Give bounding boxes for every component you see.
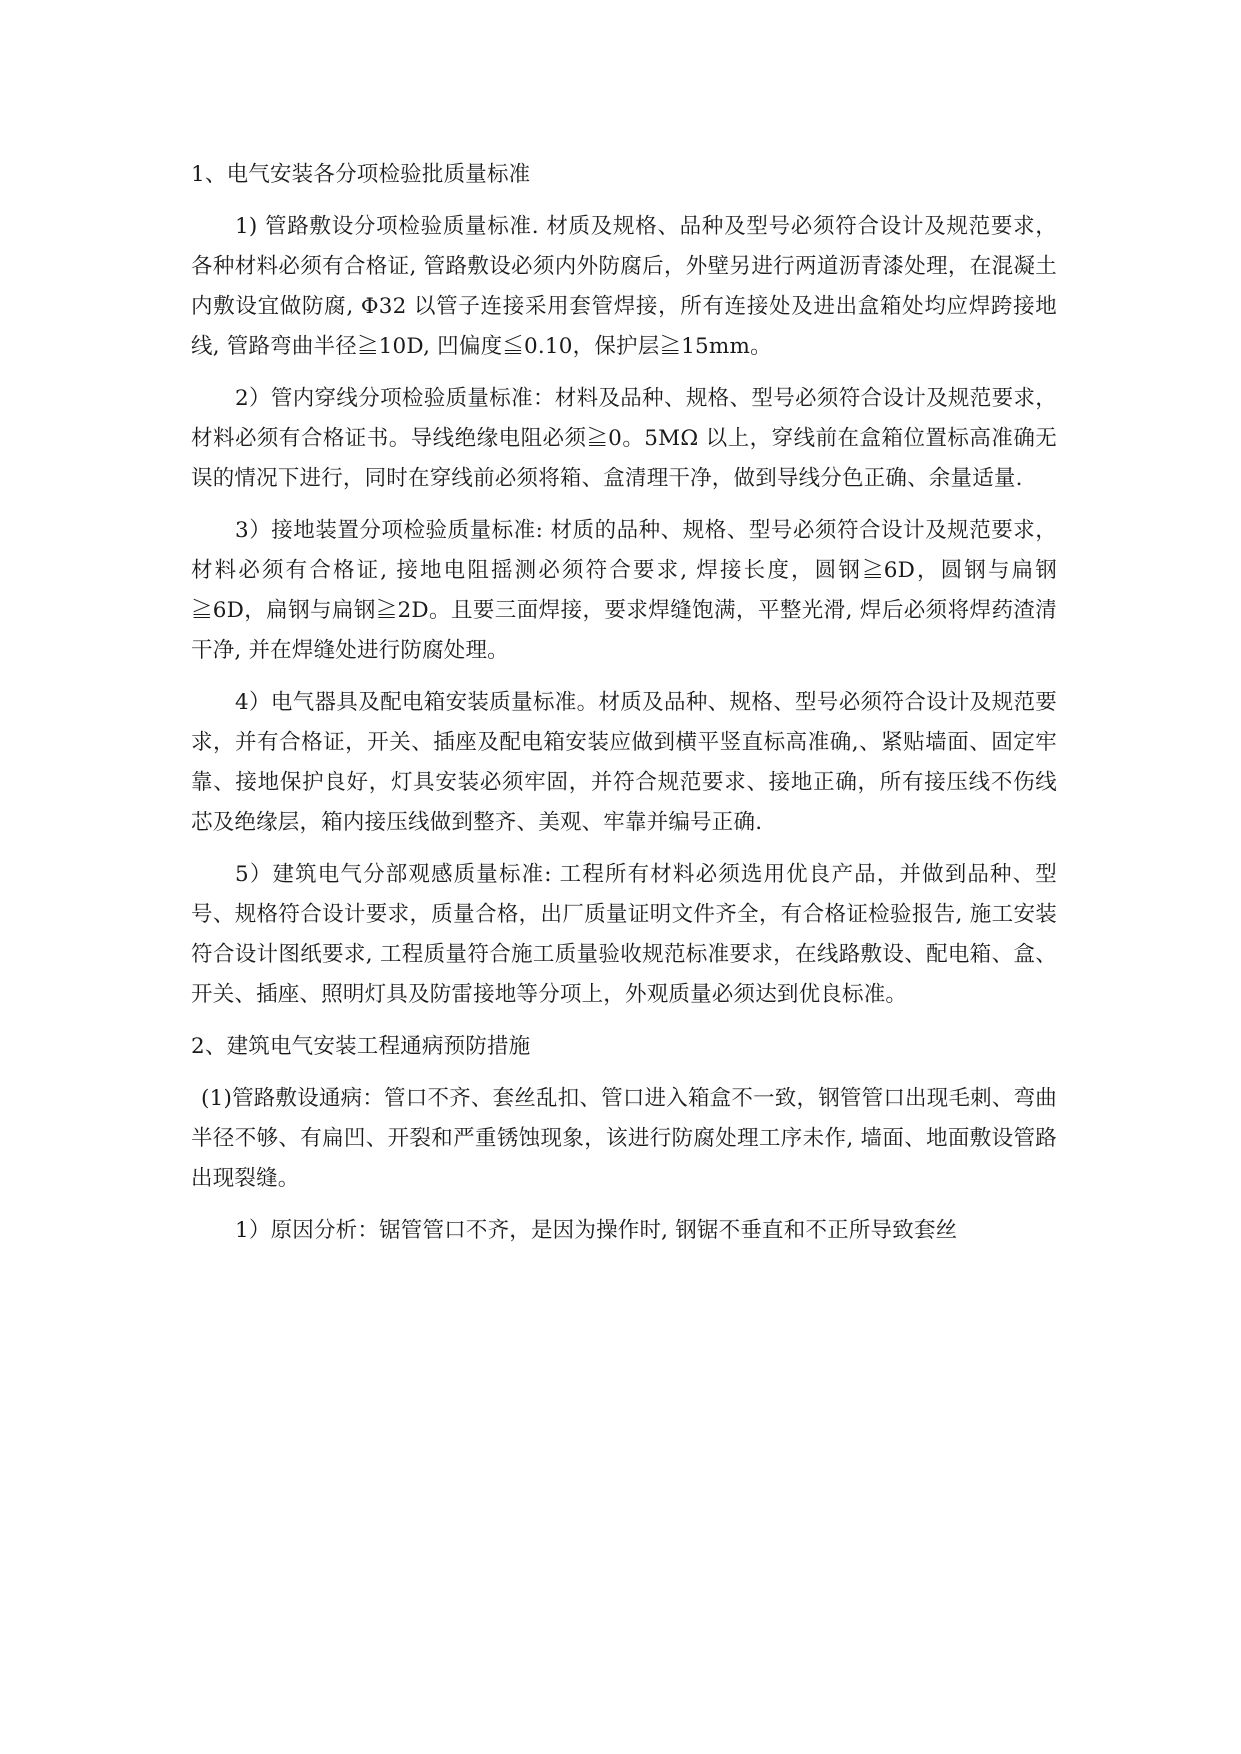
document-body — [191, 155, 1057, 1263]
section-2-paragraph-1: (1)管路敷设通病：管口不齐、套丝乱扣、管口进入箱盒不一致，钢管管口出现毛刺、弯曲半径不够、有扁凹、开裂和严重锈蚀现象，该进行防腐处理工序未作, 墙面、地面敷设管路出现裂缝。 — [191, 1086, 1057, 1191]
section-1-paragraph-5: 5）建筑电气分部观感质量标准: 工程所有材料必须选用优良产品，并做到品种、型号、规格符合设计要求，质量合格，出厂质量证明文件齐全，有合格证检验报告, 施工安装符合设计图纸要求, 工程质量符合施工质量验收规范标准要求，在线路敷设、配电箱、盒、开关、插座、照明灯具及防雷接地等分项上，外观质量必须达到优良标准。 — [191, 862, 1057, 1007]
section-2-paragraph-2: 1）原因分析：锯管管口不齐，是因为操作时, 钢锯不垂直和不正所导致套丝 — [235, 1218, 958, 1243]
section-1-paragraph-1: 1) 管路敷设分项检验质量标准. 材质及规格、品种及型号必须符合设计及规范要求，各种材料必须有合格证, 管路敷设必须内外防腐后，外壁另进行两道沥青漆处理，在混凝土内敷设宜做防腐, Φ32 以管子连接采用套管焊接，所有连接处及进出盒箱处均应焊跨接地线, 管路弯曲半径≧10D, 凹偏度≦0.10，保护层≧15mm。 — [191, 214, 1057, 359]
section-2-heading: 2、建筑电气安装工程通病预防措施 — [191, 1034, 531, 1059]
section-1-paragraph-4: 4）电气器具及配电箱安装质量标准。材质及品种、规格、型号必须符合设计及规范要求，并有合格证，开关、插座及配电箱安装应做到横平竖直标高准确,、紧贴墙面、固定牢靠、接地保护良好，灯具安装必须牢固，并符合规范要求、接地正确，所有接压线不伤线芯及绝缘层，箱内接压线做到整齐、美观、牢靠并编号正确. — [191, 690, 1057, 835]
section-1-heading: 1、电气安装各分项检验批质量标准 — [191, 162, 531, 187]
section-1-paragraph-2: 2）管内穿线分项检验质量标准：材料及品种、规格、型号必须符合设计及规范要求，材料必须有合格证书。导线绝缘电阻必须≧0。5MΩ 以上，穿线前在盒箱位置标高准确无误的情况下进行，同时在穿线前必须将箱、盒清理干净，做到导线分色正确、余量适量. — [191, 386, 1057, 491]
section-1-paragraph-3: 3）接地装置分项检验质量标准: 材质的品种、规格、型号必须符合设计及规范要求，材料必须有合格证, 接地电阻摇测必须符合要求, 焊接长度，圆钢≧6D，圆钢与扁钢≧6D，扁钢与扁钢≧2D。且要三面焊接，要求焊缝饱满，平整光滑, 焊后必须将焊药渣清干净, 并在焊缝处进行防腐处理。 — [191, 518, 1057, 663]
